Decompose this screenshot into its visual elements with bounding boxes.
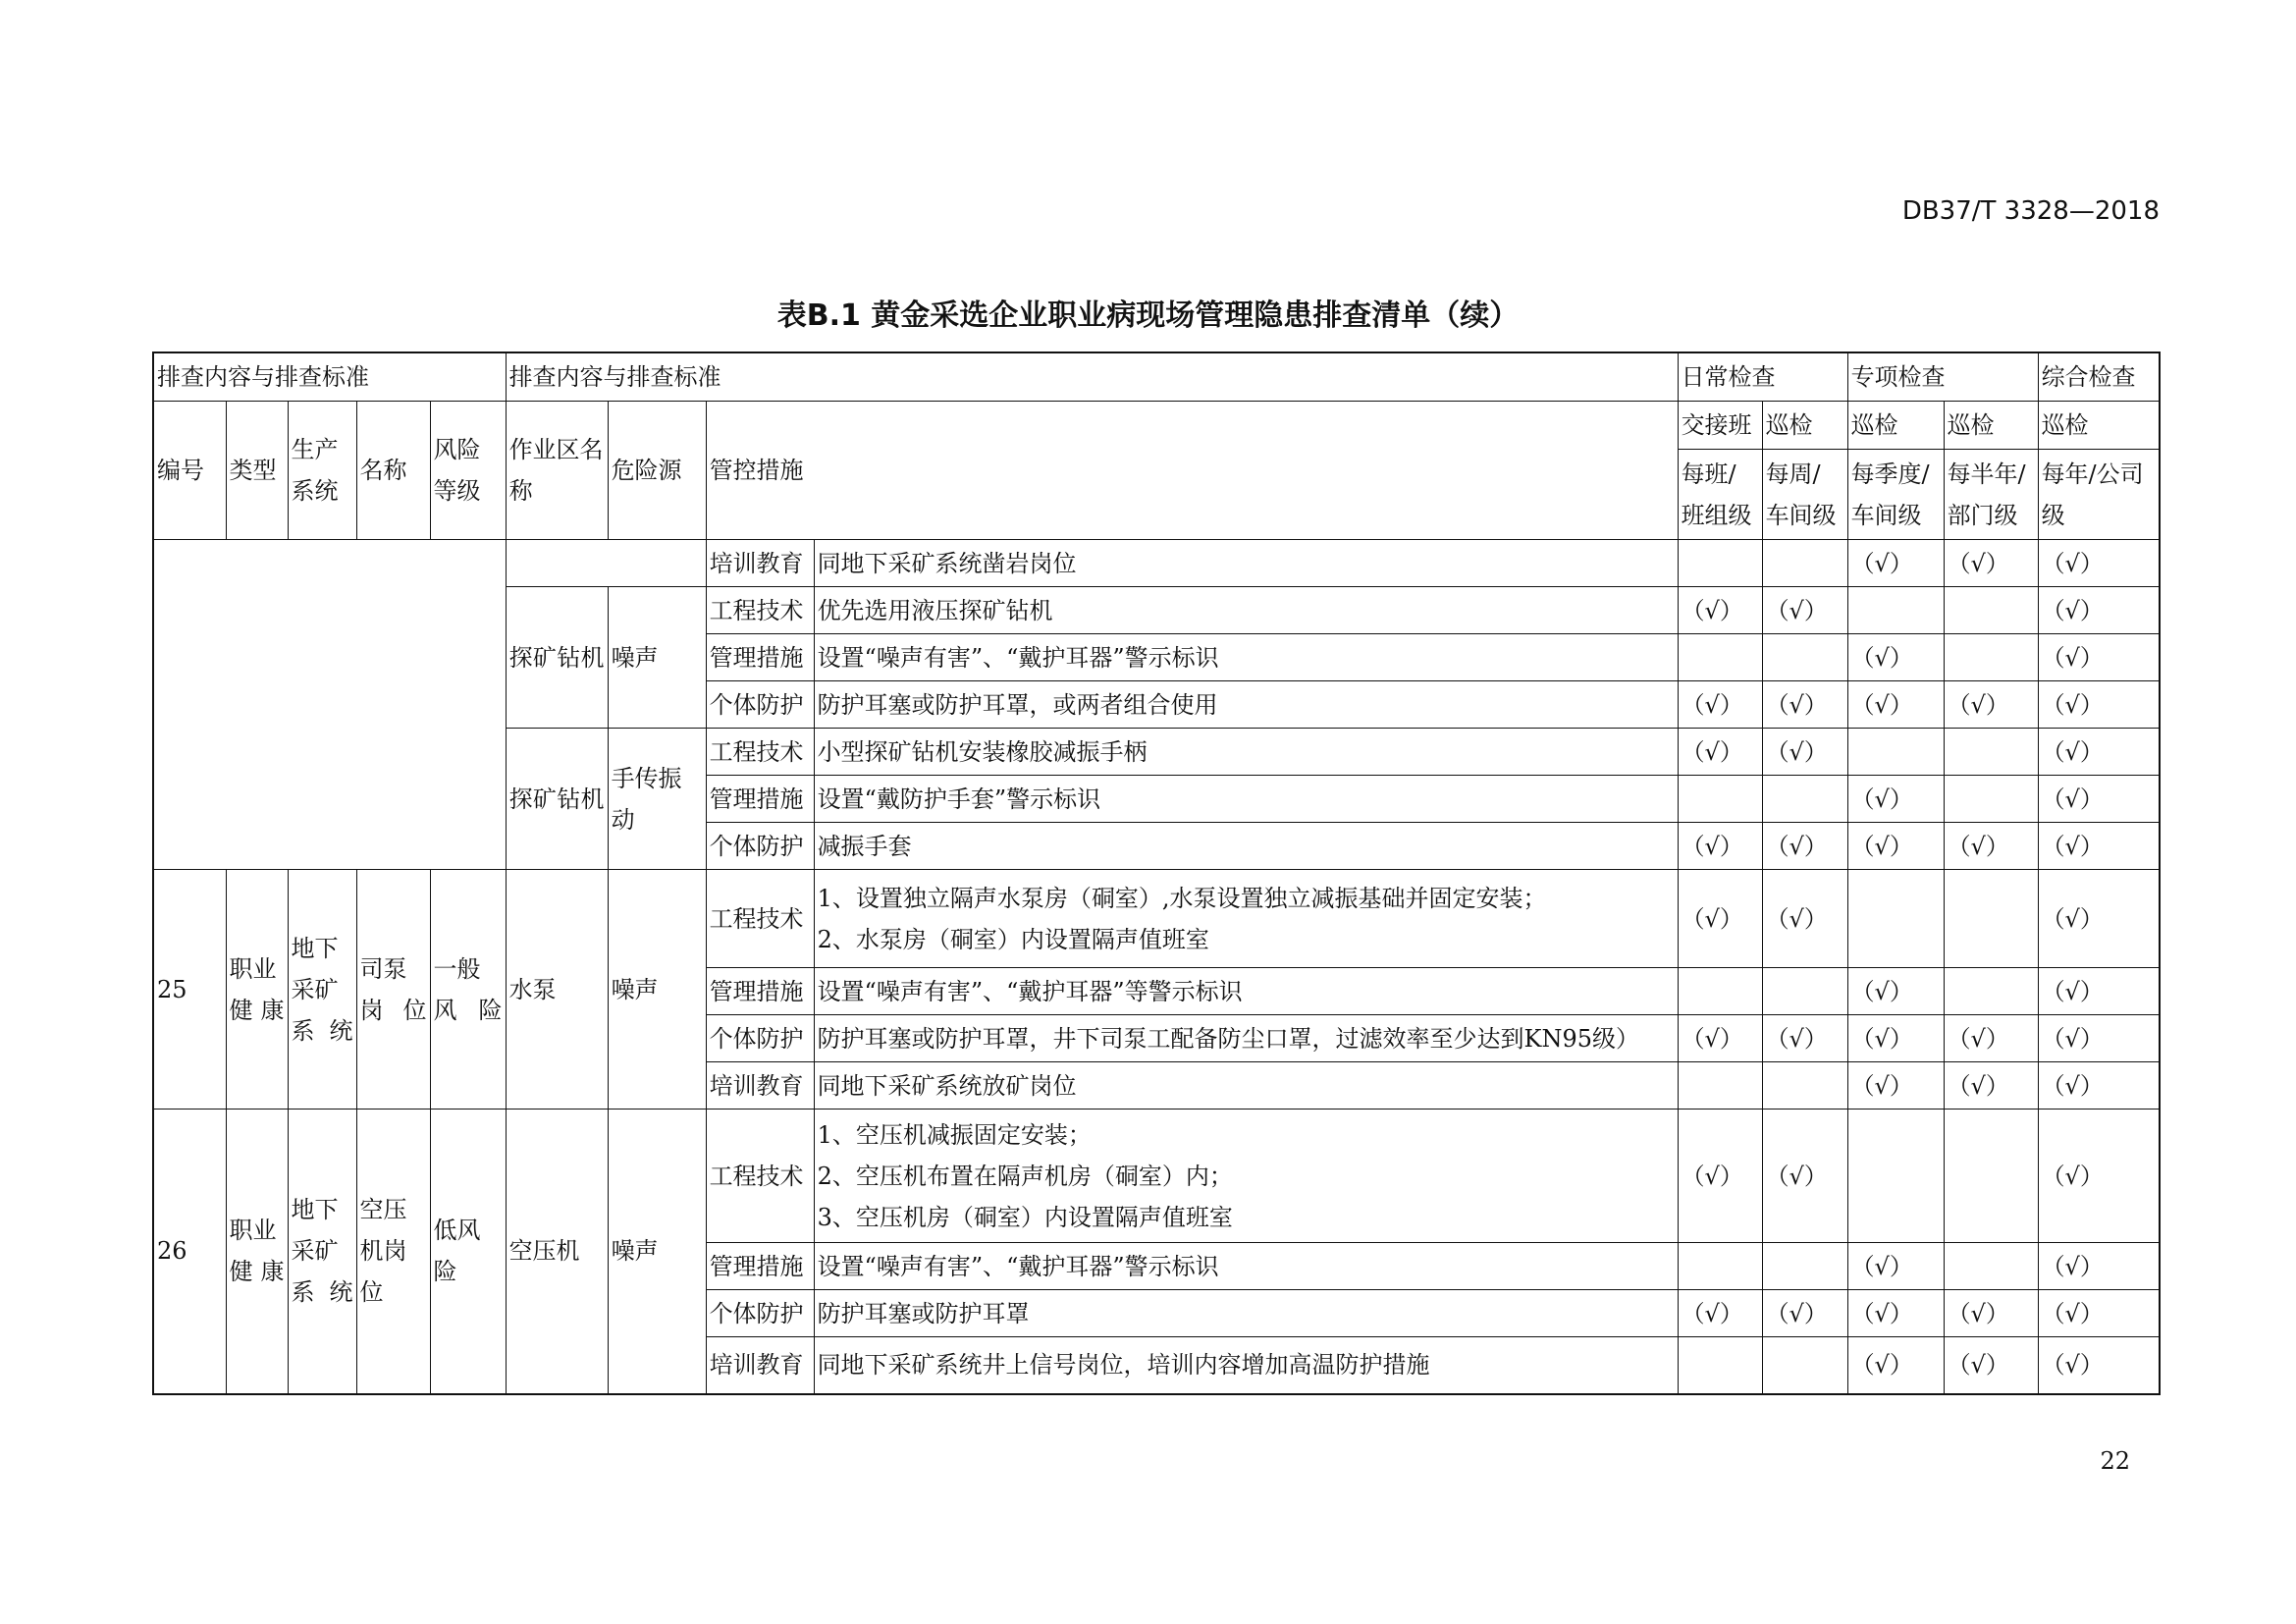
check-mark-cell: （√） bbox=[1762, 870, 1847, 968]
check-mark-cell: （√） bbox=[1944, 1015, 2038, 1062]
measure-text: 同地下采矿系统放矿岗位 bbox=[814, 1062, 1678, 1110]
item-25-area: 水泵 bbox=[506, 870, 608, 1110]
check-mark-cell: （√） bbox=[1762, 729, 1847, 776]
measure-text: 防护耳塞或防护耳罩 bbox=[814, 1290, 1678, 1337]
check-mark-cell: （√） bbox=[2038, 1015, 2160, 1062]
check-mark-cell: （√） bbox=[1847, 1243, 1944, 1290]
measure-line: 2、空压机布置在隔声机房（硐室）内； bbox=[817, 1162, 1233, 1190]
table-row bbox=[153, 870, 2160, 968]
check-mark-cell bbox=[1762, 1062, 1847, 1110]
check-mark-cell: （√） bbox=[1847, 1290, 1944, 1337]
header-freq-3: 每季度/车间级 bbox=[1847, 450, 1944, 540]
check-mark-cell: （√） bbox=[1762, 823, 1847, 870]
check-mark-cell: （√） bbox=[2038, 823, 2160, 870]
measure-line: 3、空压机房（硐室）内设置隔声值班室 bbox=[817, 1203, 1233, 1231]
header-risk: 风险等级 bbox=[430, 402, 506, 540]
check-mark-cell bbox=[1944, 1110, 2038, 1243]
table-row bbox=[153, 1110, 2160, 1243]
measure-text: 同地下采矿系统井上信号岗位，培训内容增加高温防护措施 bbox=[814, 1337, 1678, 1394]
header-area: 作业区名称 bbox=[506, 402, 608, 540]
check-mark-cell: （√） bbox=[1847, 681, 1944, 729]
check-mark-cell: （√） bbox=[1678, 681, 1762, 729]
header-special-check: 专项检查 bbox=[1847, 352, 2038, 402]
check-mark-cell bbox=[1762, 540, 1847, 587]
header-name: 名称 bbox=[356, 402, 430, 540]
check-mark-cell bbox=[1944, 776, 2038, 823]
item-26-id: 26 bbox=[153, 1110, 226, 1394]
measure-category: 工程技术 bbox=[706, 1110, 814, 1243]
check-mark-cell: （√） bbox=[2038, 634, 2160, 681]
measure-text: 设置“噪声有害”、“戴护耳器”等警示标识 bbox=[814, 968, 1678, 1015]
check-mark-cell: （√） bbox=[2038, 1243, 2160, 1290]
header-patrol-1: 巡检 bbox=[1762, 402, 1847, 450]
check-mark-cell: （√） bbox=[2038, 1337, 2160, 1394]
item-25-system: 地下采矿系统 bbox=[288, 870, 356, 1110]
check-mark-cell bbox=[1944, 1243, 2038, 1290]
check-mark-cell bbox=[1847, 1110, 1944, 1243]
header-freq-1: 每班/班组级 bbox=[1678, 450, 1762, 540]
check-mark-cell bbox=[1847, 729, 1944, 776]
measure-category: 工程技术 bbox=[706, 729, 814, 776]
header-comprehensive-check: 综合检查 bbox=[2038, 352, 2160, 402]
check-mark-cell bbox=[1944, 870, 2038, 968]
measure-line: 1、设置独立隔声水泵房（硐室）,水泵设置独立减振基础并固定安装； bbox=[817, 884, 1547, 912]
measure-text: 设置“噪声有害”、“戴护耳器”警示标识 bbox=[814, 1243, 1678, 1290]
table-row bbox=[153, 540, 2160, 587]
check-mark-cell: （√） bbox=[1944, 823, 2038, 870]
area-drill-vibration: 探矿钻机 bbox=[506, 729, 608, 870]
header-group-left: 排查内容与排查标准 bbox=[153, 352, 506, 402]
check-mark-cell: （√） bbox=[1944, 540, 2038, 587]
check-mark-cell: （√） bbox=[1678, 1290, 1762, 1337]
item-26-name: 空压机岗位 bbox=[356, 1110, 430, 1394]
check-mark-cell bbox=[1678, 1062, 1762, 1110]
check-mark-cell: （√） bbox=[2038, 681, 2160, 729]
item-25-type: 职业健康 bbox=[226, 870, 288, 1110]
header-patrol-4: 巡检 bbox=[2038, 402, 2160, 450]
hazard-drill-noise: 噪声 bbox=[608, 587, 706, 729]
table-title: 表B.1 黄金采选企业职业病现场管理隐患排查清单（续） bbox=[776, 298, 1520, 333]
item-25-risk: 一般风险 bbox=[430, 870, 506, 1110]
measure-category: 个体防护 bbox=[706, 823, 814, 870]
check-mark-cell: （√） bbox=[1847, 776, 1944, 823]
check-mark-cell: （√） bbox=[2038, 968, 2160, 1015]
header-freq-5: 每年/公司级 bbox=[2038, 450, 2160, 540]
check-mark-cell: （√） bbox=[1678, 823, 1762, 870]
check-mark-cell: （√） bbox=[1678, 1110, 1762, 1243]
item-25-id: 25 bbox=[153, 870, 226, 1110]
check-mark-cell: （√） bbox=[1678, 729, 1762, 776]
check-mark-cell: （√） bbox=[1678, 587, 1762, 634]
measure-text bbox=[814, 1110, 1678, 1243]
item-25-name: 司泵岗位 bbox=[356, 870, 430, 1110]
measure-category: 个体防护 bbox=[706, 681, 814, 729]
measure-text: 防护耳塞或防护耳罩，井下司泵工配备防尘口罩，过滤效率至少达到KN95级） bbox=[814, 1015, 1678, 1062]
measure-category: 管理措施 bbox=[706, 776, 814, 823]
check-mark-cell: （√） bbox=[1847, 1015, 1944, 1062]
measure-category: 个体防护 bbox=[706, 1015, 814, 1062]
measure-line: 2、水泵房（硐室）内设置隔声值班室 bbox=[817, 925, 1209, 953]
table-body bbox=[153, 540, 2160, 1394]
check-mark-cell: （√） bbox=[2038, 776, 2160, 823]
check-mark-cell bbox=[1678, 1337, 1762, 1394]
check-mark-cell bbox=[1944, 729, 2038, 776]
continued-area-cell bbox=[506, 540, 706, 587]
header-type: 类型 bbox=[226, 402, 288, 540]
header-shift: 交接班 bbox=[1678, 402, 1762, 450]
header-id: 编号 bbox=[153, 402, 226, 540]
measure-text: 设置“噪声有害”、“戴护耳器”警示标识 bbox=[814, 634, 1678, 681]
measure-category: 管理措施 bbox=[706, 634, 814, 681]
measure-text: 同地下采矿系统凿岩岗位 bbox=[814, 540, 1678, 587]
check-mark-cell: （√） bbox=[1944, 1337, 2038, 1394]
check-mark-cell bbox=[1678, 776, 1762, 823]
check-mark-cell bbox=[1762, 634, 1847, 681]
check-mark-cell: （√） bbox=[2038, 1062, 2160, 1110]
table-header bbox=[153, 352, 2160, 540]
check-mark-cell bbox=[1678, 634, 1762, 681]
check-mark-cell bbox=[1847, 587, 1944, 634]
measure-category: 培训教育 bbox=[706, 1062, 814, 1110]
header-measures: 管控措施 bbox=[706, 402, 1678, 540]
item-26-area: 空压机 bbox=[506, 1110, 608, 1394]
check-mark-cell: （√） bbox=[1847, 634, 1944, 681]
check-mark-cell bbox=[1762, 776, 1847, 823]
header-patrol-2: 巡检 bbox=[1847, 402, 1944, 450]
item-26-hazard: 噪声 bbox=[608, 1110, 706, 1394]
measure-category: 工程技术 bbox=[706, 587, 814, 634]
page-number: 22 bbox=[2100, 1447, 2130, 1475]
measure-text: 防护耳塞或防护耳罩，或两者组合使用 bbox=[814, 681, 1678, 729]
check-mark-cell: （√） bbox=[2038, 870, 2160, 968]
measure-text: 减振手套 bbox=[814, 823, 1678, 870]
check-mark-cell: （√） bbox=[2038, 1290, 2160, 1337]
check-mark-cell bbox=[1944, 587, 2038, 634]
check-mark-cell bbox=[1762, 968, 1847, 1015]
header-patrol-3: 巡检 bbox=[1944, 402, 2038, 450]
check-mark-cell: （√） bbox=[2038, 587, 2160, 634]
measure-category: 管理措施 bbox=[706, 968, 814, 1015]
measure-text: 小型探矿钻机安装橡胶减振手柄 bbox=[814, 729, 1678, 776]
check-mark-cell: （√） bbox=[1678, 870, 1762, 968]
check-mark-cell: （√） bbox=[2038, 729, 2160, 776]
item-26-type: 职业健康 bbox=[226, 1110, 288, 1394]
check-mark-cell: （√） bbox=[2038, 540, 2160, 587]
check-mark-cell: （√） bbox=[2038, 1110, 2160, 1243]
measure-category: 培训教育 bbox=[706, 540, 814, 587]
header-freq-2: 每周/车间级 bbox=[1762, 450, 1847, 540]
header-group-mid: 排查内容与排查标准 bbox=[506, 352, 1678, 402]
header-system: 生产系统 bbox=[288, 402, 356, 540]
check-mark-cell: （√） bbox=[1762, 1110, 1847, 1243]
check-mark-cell bbox=[1847, 870, 1944, 968]
check-mark-cell bbox=[1944, 968, 2038, 1015]
check-mark-cell bbox=[1762, 1243, 1847, 1290]
check-mark-cell: （√） bbox=[1847, 1062, 1944, 1110]
check-mark-cell: （√） bbox=[1847, 540, 1944, 587]
check-mark-cell bbox=[1762, 1337, 1847, 1394]
item-26-system: 地下采矿系统 bbox=[288, 1110, 356, 1394]
header-freq-4: 每半年/部门级 bbox=[1944, 450, 2038, 540]
check-mark-cell: （√） bbox=[1847, 1337, 1944, 1394]
hazard-drill-vibration: 手传振动 bbox=[608, 729, 706, 870]
check-mark-cell: （√） bbox=[1847, 823, 1944, 870]
check-mark-cell: （√） bbox=[1762, 587, 1847, 634]
check-mark-cell: （√） bbox=[1944, 1290, 2038, 1337]
measure-text: 优先选用液压探矿钻机 bbox=[814, 587, 1678, 634]
document-code: DB37/T 3328—2018 bbox=[1901, 196, 2160, 226]
measure-category: 工程技术 bbox=[706, 870, 814, 968]
check-mark-cell: （√） bbox=[1762, 1015, 1847, 1062]
check-mark-cell: （√） bbox=[1762, 1290, 1847, 1337]
item-26-risk: 低风险 bbox=[430, 1110, 506, 1394]
check-mark-cell bbox=[1944, 634, 2038, 681]
header-hazard: 危险源 bbox=[608, 402, 706, 540]
check-mark-cell: （√） bbox=[1678, 1015, 1762, 1062]
check-mark-cell bbox=[1678, 1243, 1762, 1290]
check-mark-cell: （√） bbox=[1762, 681, 1847, 729]
check-mark-cell: （√） bbox=[1944, 1062, 2038, 1110]
area-drill-noise: 探矿钻机 bbox=[506, 587, 608, 729]
item-25-hazard: 噪声 bbox=[608, 870, 706, 1110]
measure-category: 培训教育 bbox=[706, 1337, 814, 1394]
header-daily-check: 日常检查 bbox=[1678, 352, 1847, 402]
measure-text bbox=[814, 870, 1678, 968]
measure-category: 个体防护 bbox=[706, 1290, 814, 1337]
measure-text: 设置“戴防护手套”警示标识 bbox=[814, 776, 1678, 823]
check-mark-cell bbox=[1678, 968, 1762, 1015]
continued-item-cell bbox=[153, 540, 506, 870]
check-mark-cell bbox=[1678, 540, 1762, 587]
check-mark-cell: （√） bbox=[1944, 681, 2038, 729]
check-mark-cell: （√） bbox=[1847, 968, 1944, 1015]
measure-line: 1、空压机减振固定安装； bbox=[817, 1120, 1092, 1149]
hazard-checklist-table bbox=[152, 352, 2161, 1395]
measure-category: 管理措施 bbox=[706, 1243, 814, 1290]
